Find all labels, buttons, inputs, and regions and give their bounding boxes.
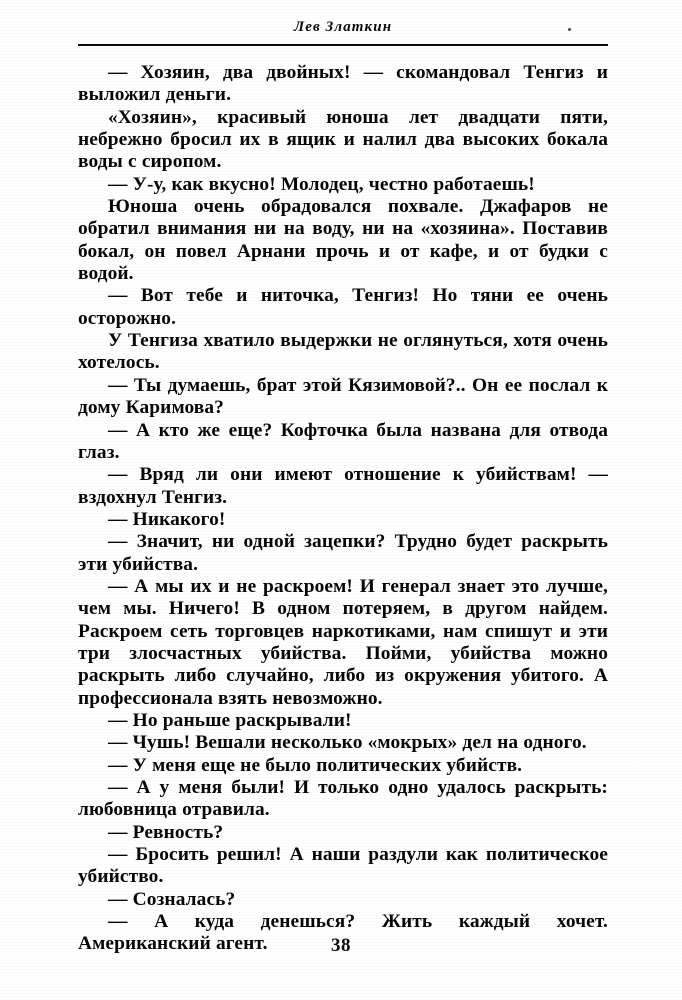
paragraph: — Вот тебе и ниточка, Тенгиз! Но тяни ее очень осторожно. (78, 285, 608, 329)
paragraph: — У меня еще не было политических убийств. (108, 754, 523, 776)
paragraph: Юноша очень обрадовался похвале. Джафаров не обратил внимания ни на воду, ни на «хозяина». Поставив бокал, он повел Арнани прочь и от кафе, и от будки с водой. (78, 196, 608, 285)
paragraph: — Созналась? (108, 888, 236, 910)
paragraph: — У-у, как вкусно! Молодец, честно работаешь! (108, 173, 535, 195)
paragraph: — А у меня были! И только одно удалось раскрыть: любовница отравила. (78, 777, 608, 821)
body-text (78, 62, 608, 956)
paragraph: — Чушь! Вешали несколько «мокрых» дел на одного. (108, 732, 587, 754)
paragraph: — Ты думаешь, брат этой Кязимовой?.. Он ее послал к дому Каримова? (78, 374, 608, 419)
paragraph: — Вряд ли они имеют отношение к убийствам! — вздохнул Тенгиз. (78, 464, 608, 508)
page-number: 38 (331, 935, 351, 956)
paragraph: — Хозяин, два двойных! — скомандовал Тенгиз и выложил деньги. (78, 62, 608, 106)
paragraph: — А мы их и не раскроем! И генерал знает это лучше, чем мы. Ничего! В одном потеряем, в другом найдем. Раскроем сеть торговцев наркотиками, нам спишут и эти три злосчастных убийства. Пойми, убийства можно раскрыть либо случайно, либо из окружения убитого. А профессионала взять невозможно. (78, 575, 608, 709)
ink-speck-artifact (568, 28, 571, 31)
paragraph: «Хозяин», красивый юноша лет двадцати пяти, небрежно бросил их в ящик и налил два высоких бокала воды с сиропом. (78, 106, 608, 173)
paragraph: — Значит, ни одной зацепки? Трудно будет раскрыть эти убийства. (78, 531, 608, 575)
paragraph: — Бросить решил! А наши раздули как политическое убийство. (78, 844, 608, 888)
paragraph: — А куда денешься? Жить каждый хочет. Американский агент. (78, 911, 608, 955)
paragraph: — Никакого! (108, 508, 226, 530)
paragraph: У Тенгиза хватило выдержки не оглянуться, хотя очень хотелось. (78, 330, 608, 374)
paragraph: — Но раньше раскрывали! (108, 709, 352, 731)
running-head: Лев Златкин (293, 19, 393, 35)
header-rule (78, 44, 608, 46)
paragraph: — А кто же еще? Кофточка была названа для отвода глаз. (78, 419, 608, 463)
paragraph: — Ревность? (108, 821, 224, 843)
